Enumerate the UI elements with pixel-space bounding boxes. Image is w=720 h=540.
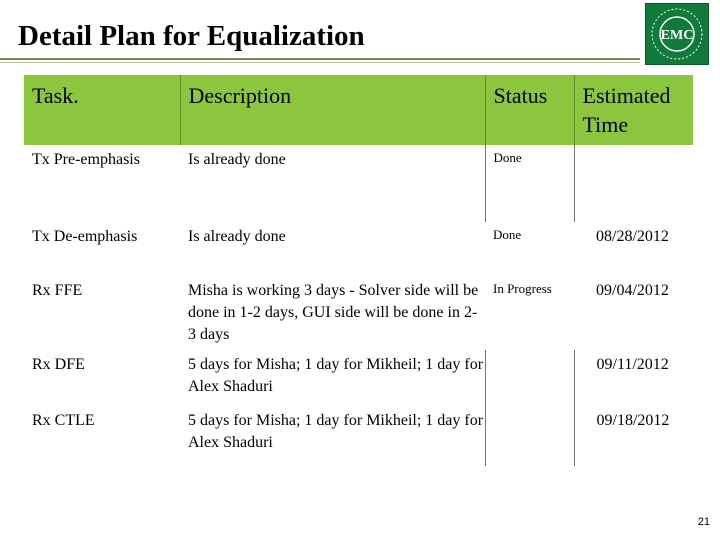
- task-cell: Rx DFE: [32, 356, 85, 373]
- time-cell: [574, 145, 693, 222]
- header-estimated-time: Estimated Time: [574, 75, 693, 145]
- task-cell: Tx De-emphasis: [32, 228, 138, 245]
- table-row: [24, 145, 693, 222]
- logo-text: EMC: [660, 28, 694, 43]
- table-header-row: [24, 75, 693, 145]
- emc-logo-emblem-icon: [646, 4, 708, 64]
- time-cell: 08/28/2012: [596, 228, 669, 245]
- equalization-plan-table: [24, 75, 693, 466]
- description-cell: 5 days for Misha; 1 day for Mikheil; 1 day for Alex Shaduri: [180, 406, 485, 466]
- time-cell: 09/04/2012: [596, 282, 669, 299]
- status-cell: [485, 350, 574, 406]
- time-cell: 09/18/2012: [596, 412, 670, 429]
- status-cell: Done: [493, 227, 522, 242]
- status-cell: Done: [485, 145, 574, 222]
- description-cell: Is already done: [188, 228, 286, 245]
- task-cell: Rx FFE: [32, 282, 83, 299]
- slide-title: Detail Plan for Equalization: [18, 20, 365, 52]
- description-cell: 5 days for Misha; 1 day for Mikheil; 1 day for Alex Shaduri: [180, 350, 485, 406]
- header-description: Description: [180, 75, 485, 145]
- page-number: 21: [697, 516, 710, 528]
- description-cell: Is already done: [180, 145, 485, 222]
- title-underline: [0, 58, 640, 60]
- title-underline-thin: [0, 62, 640, 63]
- time-cell: 09/11/2012: [596, 356, 669, 373]
- table-row: [24, 276, 693, 350]
- header-task: Task.: [24, 75, 180, 145]
- status-cell: [485, 406, 574, 466]
- emc-logo: [645, 3, 709, 65]
- task-cell: Tx Pre-emphasis: [32, 151, 140, 168]
- table-row: [24, 222, 693, 276]
- table-row: [24, 350, 693, 406]
- header-status: Status: [485, 75, 574, 145]
- status-cell: In Progress: [493, 281, 552, 296]
- table-row: [24, 406, 693, 466]
- task-cell: Rx CTLE: [32, 412, 95, 429]
- description-cell: Misha is working 3 days - Solver side will be done in 1-2 days, GUI side will be done in 2-3 days: [188, 282, 479, 343]
